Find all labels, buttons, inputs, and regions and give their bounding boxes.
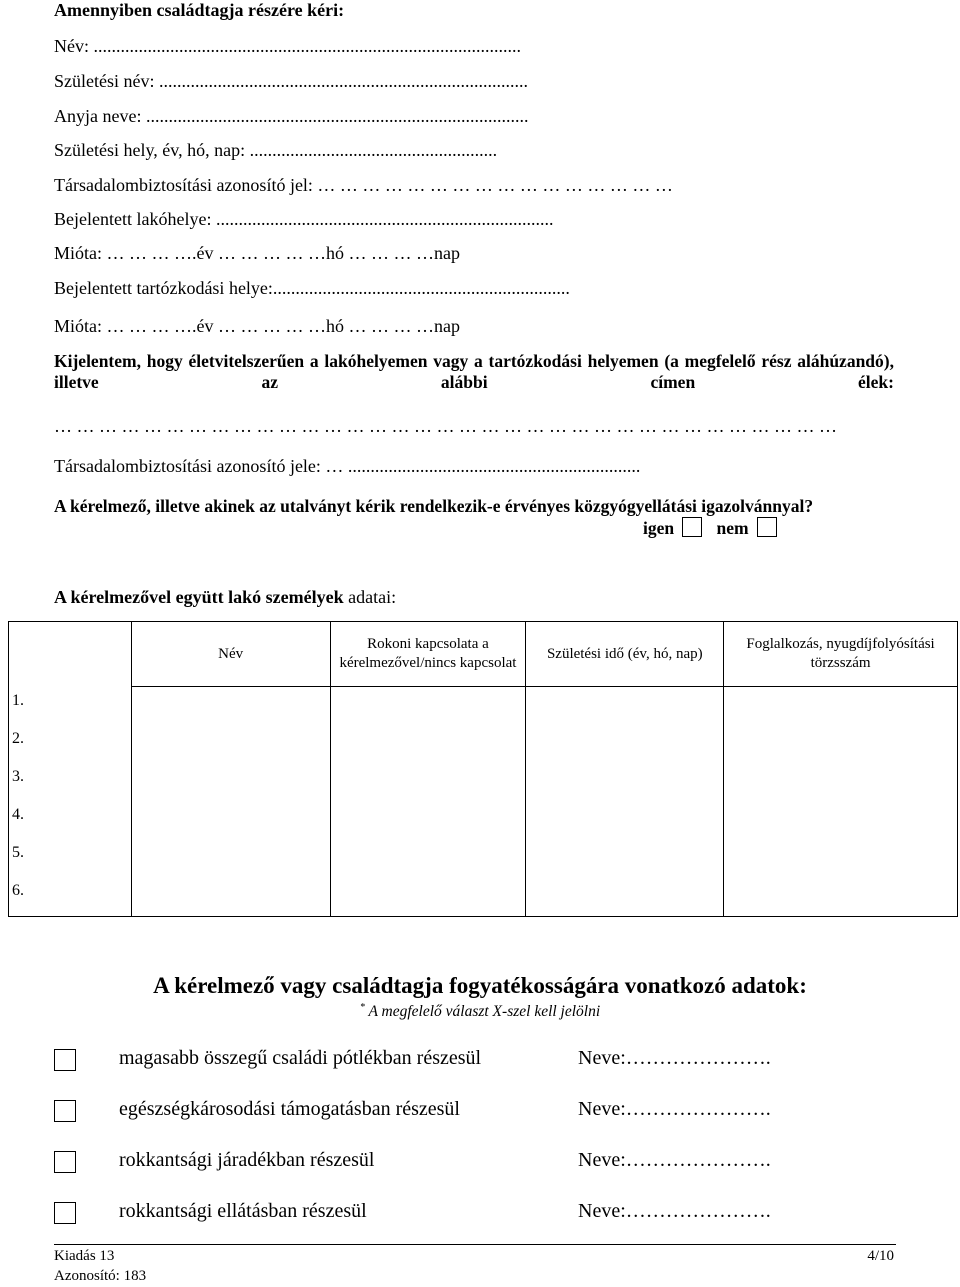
- row-number-5: 5.: [12, 844, 24, 861]
- family-member-heading: Amennyiben családtagja részére kéri:: [54, 0, 345, 20]
- note-text: A megfelelő választ X-szel kell jelölni: [368, 1003, 601, 1021]
- birth-place-date-field[interactable]: Születési hely, év, hó, nap: .......................................................: [54, 140, 498, 160]
- option-family-allowance: [54, 1047, 934, 1073]
- yes-checkbox[interactable]: [682, 517, 702, 537]
- option-name-field[interactable]: Neve:………………….: [578, 1200, 771, 1222]
- option-name-field[interactable]: Neve:………………….: [578, 1047, 771, 1069]
- members-header-row: [9, 622, 958, 687]
- members-table: [8, 621, 958, 917]
- residence-since-field[interactable]: Mióta: … … … ….év … … … … …hó … … … …nap: [54, 243, 460, 263]
- footer-id: Azonosító: 183: [54, 1268, 147, 1284]
- temp-residence-field[interactable]: Bejelentett tartózkodási helye:..................................................................: [54, 278, 570, 298]
- option-name-field[interactable]: Neve:………………….: [578, 1098, 771, 1120]
- option-checkbox[interactable]: [54, 1202, 76, 1224]
- members-title-bold: A kérelmezővel együtt lakó személyek: [54, 587, 344, 607]
- members-title-rest: adatai:: [343, 587, 397, 607]
- option-label: rokkantsági járadékban részesül: [119, 1149, 375, 1171]
- temp-residence-since-field[interactable]: Mióta: … … … ….év … … … … …hó … … … …nap: [54, 316, 460, 336]
- disability-note: [0, 1002, 960, 1021]
- yes-label: igen: [643, 518, 675, 538]
- row-number-4: 4.: [12, 806, 24, 823]
- name-field[interactable]: Név: ...............................................................................................: [54, 36, 521, 56]
- header-occupation: Foglalkozás, nyugdíjfolyósítási törzsszám: [724, 622, 958, 687]
- no-checkbox[interactable]: [757, 517, 777, 537]
- residence-field[interactable]: Bejelentett lakóhelye: ...........................................................................: [54, 209, 554, 229]
- option-checkbox[interactable]: [54, 1151, 76, 1173]
- name-cell[interactable]: [131, 687, 330, 917]
- members-body-row: [9, 687, 958, 917]
- declaration-address-line[interactable]: … … … … … … … … … … … … … … … … … … … … … … … … … … … … … … … … … … …: [54, 416, 837, 436]
- row-numbers-cell: [9, 687, 132, 917]
- option-name-field[interactable]: Neve:………………….: [578, 1149, 771, 1171]
- no-label: nem: [716, 518, 749, 538]
- health-card-question: [54, 496, 894, 517]
- option-label: rokkantsági ellátásban részesül: [119, 1200, 367, 1222]
- option-label: magasabb összegű családi pótlékban részesül: [119, 1047, 482, 1069]
- option-health-damage-support: [54, 1098, 934, 1124]
- row-number-6: 6.: [12, 882, 24, 899]
- footer-edition: Kiadás 13: [54, 1248, 115, 1264]
- mother-name-field[interactable]: Anyja neve: .....................................................................................: [54, 106, 529, 126]
- occupation-cell[interactable]: [724, 687, 958, 917]
- row-number-header: [9, 622, 132, 687]
- header-name: Név: [131, 622, 330, 687]
- birth-name-field[interactable]: Születési név: ..................................................................................: [54, 71, 528, 91]
- birth-date-cell[interactable]: [526, 687, 724, 917]
- header-birth-date: Születési idő (év, hó, nap): [526, 622, 724, 687]
- header-relationship: Rokoni kapcsolata a kérelmezővel/nincs kapcsolat: [330, 622, 526, 687]
- row-number-1: 1.: [12, 692, 24, 709]
- health-card-question-text: A kérelmező, illetve akinek az utalványt kérik rendelkezik-e érvényes közgyógyellátási igazolvánnyal?: [54, 496, 814, 516]
- declaration-taj-field[interactable]: Társadalombiztosítási azonosító jele: … .................................................................: [54, 456, 641, 476]
- disability-heading: A kérelmező vagy családtagja fogyatékosságára vonatkozó adatok:: [153, 973, 807, 998]
- option-checkbox[interactable]: [54, 1100, 76, 1122]
- option-disability-annuity: [54, 1149, 934, 1175]
- footer-divider: [54, 1244, 896, 1245]
- declaration-text: Kijelentem, hogy életvitelszerűen a lakóhelyemen vagy a tartózkodási helyemen (a megfelelő rész aláhúzandó), illetve az alábbi címen élek:: [54, 351, 894, 392]
- health-card-answers: [643, 517, 777, 539]
- option-disability-benefit: [54, 1200, 934, 1226]
- row-number-3: 3.: [12, 768, 24, 785]
- relationship-cell[interactable]: [330, 687, 526, 917]
- note-asterisk: *: [359, 1002, 365, 1013]
- option-label: egészségkárosodási támogatásban részesül: [119, 1098, 460, 1120]
- option-checkbox[interactable]: [54, 1049, 76, 1071]
- members-title: [54, 587, 396, 608]
- footer-page-number: 4/10: [867, 1248, 894, 1264]
- row-number-2: 2.: [12, 730, 24, 747]
- taj-field[interactable]: Társadalombiztosítási azonosító jel: … … … … … … … … … … … … … … … …: [54, 175, 673, 195]
